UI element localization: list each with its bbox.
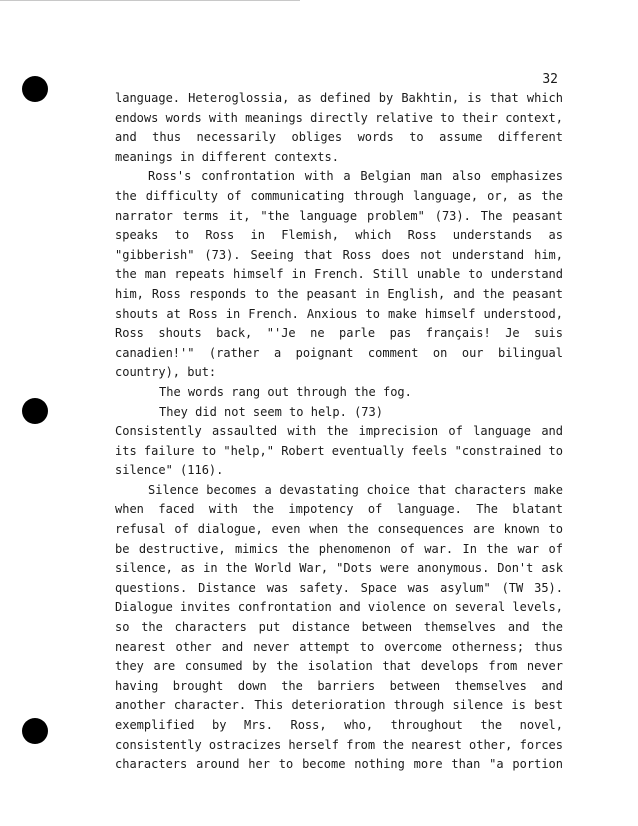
binder-hole-top — [22, 76, 48, 102]
text-line: The words rang out through the fog. — [159, 384, 412, 399]
text-line: "gibberish" (73). Seeing that Ross does not understand him, — [115, 247, 563, 262]
text-line: another character. This deterioration through silence is best — [115, 698, 563, 713]
text-line: Ross's confrontation with a Belgian man also emphasizes — [148, 169, 563, 184]
text-line: they are consumed by the isolation that develops from never — [115, 659, 563, 674]
text-line: Consistently assaulted with the imprecision of language and — [115, 424, 563, 439]
text-line: its failure to "help," Robert eventually feels "constrained to — [115, 443, 563, 458]
text-line: having brought down the barriers between themselves and — [115, 678, 563, 693]
text-line: silence, as in the World War, "Dots were anonymous. Don't ask — [115, 561, 563, 576]
text-line: meanings in different contexts. — [115, 149, 339, 164]
text-line: exemplified by Mrs. Ross, who, throughout the novel, — [115, 718, 563, 732]
text-line: questions. Distance was safety. Space was asylum" (TW 35). — [115, 580, 563, 595]
text-line: narrator terms it, "the language problem" (73). The peasant — [115, 208, 563, 223]
text-line: country), but: — [115, 365, 217, 380]
text-line: language. Heteroglossia, as defined by Bakhtin, is that which — [115, 91, 563, 105]
text-line: shouts at Ross in French. Anxious to make himself understood, — [115, 306, 563, 321]
page-number: 32 — [542, 72, 558, 87]
text-line: him, Ross responds to the peasant in English, and the peasant — [115, 286, 563, 301]
text-line: so the characters put distance between themselves and the — [115, 620, 563, 635]
text-line: Ross shouts back, "'Je ne parle pas français! Je suis — [115, 326, 563, 341]
text-line: speaks to Ross in Flemish, which Ross understands as — [115, 228, 563, 243]
text-line: the man repeats himself in French. Still unable to understand — [115, 267, 563, 282]
text-line: when faced with the impotency of language. The blatant — [115, 502, 563, 517]
text-line: silence" (116). — [115, 463, 224, 478]
text-line: canadien!'" (rather a poignant comment on our bilingual — [115, 345, 563, 360]
body-text — [115, 89, 563, 775]
text-line: the difficulty of communicating through language, or, as the — [115, 188, 563, 203]
text-line: nearest other and never attempt to overcome otherness; thus — [115, 639, 563, 654]
scan-edge-line — [0, 0, 300, 1]
text-line: be destructive, mimics the phenomenon of war. In the war of — [115, 541, 563, 556]
text-line: characters around her to become nothing more than "a portion — [115, 757, 563, 772]
text-line: They did not seem to help. (73) — [159, 404, 383, 419]
text-line: Silence becomes a devastating choice that characters make — [148, 482, 563, 497]
text-line: consistently ostracizes herself from the nearest other, forces — [115, 737, 563, 752]
text-line: Dialogue invites confrontation and violence on several levels, — [115, 600, 563, 615]
binder-hole-bottom — [22, 718, 48, 744]
text-line: refusal of dialogue, even when the consequences are known to — [115, 522, 563, 537]
binder-hole-middle — [22, 398, 48, 424]
text-line: and thus necessarily obliges words to assume different — [115, 130, 563, 145]
text-line: endows words with meanings directly relative to their context, — [115, 110, 563, 125]
